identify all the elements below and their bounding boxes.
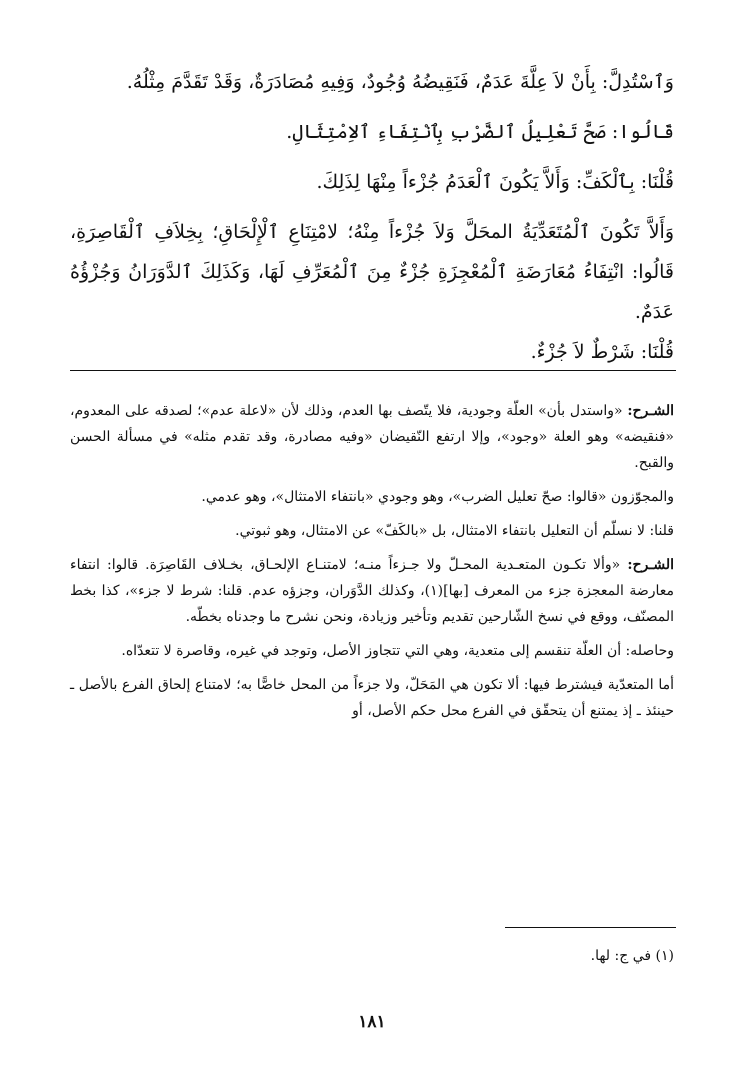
commentary-paragraph [70,672,674,724]
page-number: ١٨١ [358,1012,386,1032]
commentary-paragraph [70,638,674,664]
matn-line: قُلْنَا: شَرْطٌ لاَ جُزْءٌ. [530,341,674,363]
matn-line: وَٱسْتُدِلَّ: بِأَنْ لاَ عِلَّةَ عَدَمٌ، فَنَقِيضُهُ وُجُودٌ، وَفِيهِ مُصَادَرَةٌ، وَقَدْ تَقَدَّمَ مِثْلُهُ. [126,71,674,93]
commentary-paragraph [70,398,674,476]
footnote: (١) في ج: لها. [590,948,674,964]
commentary-block [70,398,674,732]
commentary-label: الشـرح: [627,557,674,573]
commentary-label: الشـرح: [627,403,674,419]
commentary-text: والمجوّزون «قالوا: صحّ تعليل الضرب»، وهو وجودي «بانتفاء الامتثال»، وهو عدمي. [201,489,674,505]
commentary-text: أما المتعدّية فيشترط فيها: ألا تكون هي المَحَلّ، ولا جزءاً من المحل خاصًّا به؛ لامتناع إلحاق الفرع بالأصل ـ حينئذ ـ إذ يمتنع أن يتحقّق في الفرع محل حكم الأصل، أو [70,677,675,719]
matn-line: قُلْنَا: بِٱلْكَفِّ: وَأَلاَّ يَكُونَ ٱلْعَدَمُ جُزْءاً مِنْهَا لِذَلِكَ. [316,171,674,193]
matn-text-block [70,62,674,372]
section-divider [70,370,676,371]
commentary-text: «وألا تكـون المتعـدية المحـلّ ولا جـزءاً منـه؛ لامتنـاع الإلحـاق، بخـلاف القَاصِرَة. قالوا: انتفاء معارضة المعجزة جزء من المعرف [بها](١)، وكذلك الدَّوَران، وجزؤه عدم. قلنا: شرط لا جزء»، كذا بخط المصنّف، ووقع في نسخ الشّارحين تقديم وتأخير وزيادة، ونحن نشرح ما وجدناه بخطّه. [70,557,675,625]
commentary-paragraph [70,484,674,510]
matn-paragraph: وَأَلاَّ تَكُونَ ٱلْمُتَعَدِّيَةُ المحَلَّ وَلاَ جُزْءاً مِنْهُ؛ لامْتِنَاعِ ٱلْإِلْحَاقِ؛ بِخِلاَفِ ٱلْقَاصِرَةِ، قَالُوا: انْتِفَاءُ مُعَارَضَةِ ٱلْمُعْجِزَةِ جُزْءٌ مِنَ ٱلْمُعَرِّفِ لَهَا، وَكَذَلِكَ ٱلدَّوَرَانُ وَجُزْؤُهُ عَدَمٌ. [70,221,675,323]
matn-line: قَالُوا: صَحَّ تَعْلِيلُ ٱلضَّرْبِ بِٱنْتِفَاءِ ٱلاِمْتِثَالِ. [286,121,674,143]
commentary-text: قلنا: لا نسلّم أن التعليل بانتفاء الامتثال، بل «بالكَفّ» عن الامتثال، وهو ثبوتي. [235,523,674,539]
footnote-divider [505,927,676,928]
commentary-paragraph [70,552,674,630]
commentary-text: «واستدل بأن» العلّة وجودية، فلا يتّصف بها العدم، وذلك لأن «لاعلة عدم»؛ لصدقه على المعدوم، «فنقيضه» وهو العلة «وجود»، وإلا ارتفع النّقيضان «وفيه مصادرة، وقد تقدم مثله» في مسألة الحسن والقبح. [70,403,674,471]
commentary-paragraph [70,518,674,544]
commentary-text: وحاصله: أن العلّة تنقسم إلى متعدية، وهي التي تتجاوز الأصل، وتوجد في غيره، وقاصرة لا تتعدّاه. [121,643,674,659]
